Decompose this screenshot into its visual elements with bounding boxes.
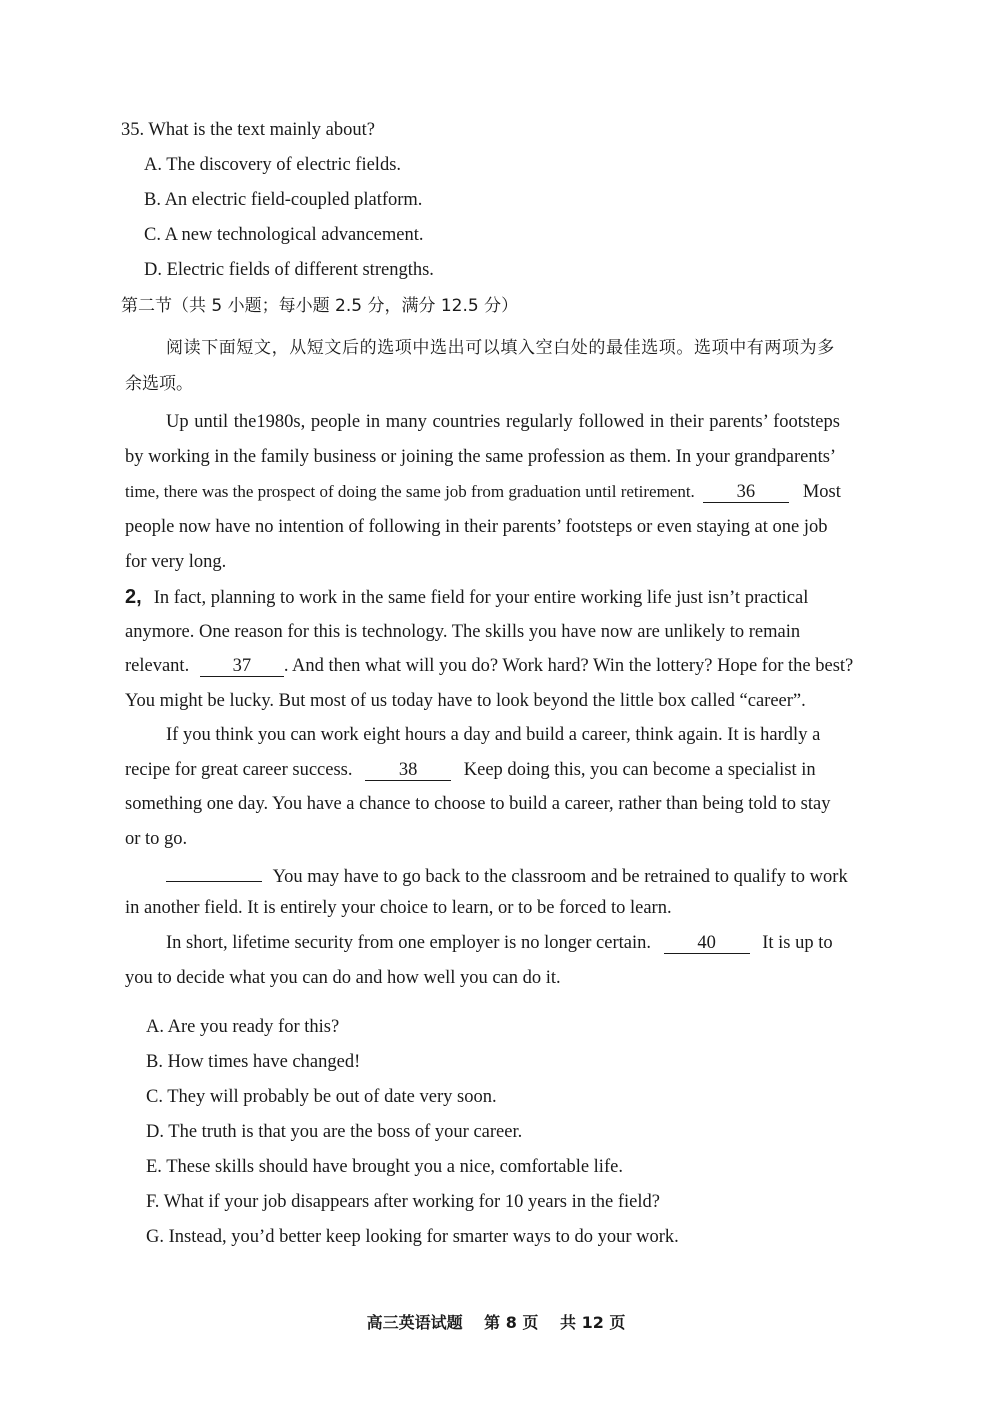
passage-p1-line-3 bbox=[125, 480, 920, 504]
passage-p4-line-1-text: You may have to go back to the classroom and be retrained to qualify to work bbox=[272, 867, 848, 887]
section-instruction-line-1: 阅读下面短文，从短文后的选项中选出可以填入空白处的最佳选项。选项中有两项为多 bbox=[166, 338, 835, 358]
footer-total-pages: 共 12 页 bbox=[560, 1313, 626, 1332]
blank-40: 40 bbox=[664, 933, 750, 954]
footer-page-number: 第 8 页 bbox=[484, 1313, 539, 1332]
passage-p2-line-1 bbox=[125, 585, 808, 610]
passage-p1-line-3-end: Most bbox=[802, 482, 841, 502]
passage-p2-line-1-text: In fact, planning to work in the same field for your entire working life just isn’t practical bbox=[153, 588, 809, 608]
passage-p4-line-1 bbox=[166, 861, 848, 889]
passage-p1-line-5: for very long. bbox=[125, 552, 227, 572]
question-35-option-b: B. An electric field-coupled platform. bbox=[144, 190, 423, 210]
passage-p1-line-1: Up until the1980s, people in many countries regularly followed in their parents’ footsteps bbox=[166, 412, 840, 432]
passage-p1-line-4: people now have no intention of following in their parents’ footsteps or even staying at one job bbox=[125, 517, 828, 537]
question-35-option-a: A. The discovery of electric fields. bbox=[144, 155, 402, 175]
question-35-option-c: C. A new technological advancement. bbox=[144, 225, 424, 245]
passage-p5-line-1 bbox=[166, 931, 833, 955]
passage-p2-line-3-end: . And then what will you do? Work hard? Win the lottery? Hope for the best? bbox=[283, 656, 854, 676]
question-35-option-d: D. Electric fields of different strengths. bbox=[144, 260, 434, 280]
choice-g: G. Instead, you’d better keep looking for smarter ways to do your work. bbox=[146, 1227, 679, 1247]
passage-p3-line-1: If you think you can work eight hours a day and build a career, think again. It is hardly a bbox=[166, 725, 821, 745]
section-heading: 第二节（共 5 小题；每小题 2.5 分，满分 12.5 分） bbox=[121, 296, 519, 316]
passage-p3-line-2 bbox=[125, 758, 816, 782]
passage-p5-line-1-start: In short, lifetime security from one employer is no longer certain. bbox=[166, 933, 651, 953]
passage-p2-line-3 bbox=[125, 654, 853, 678]
page-footer bbox=[0, 1310, 992, 1333]
choice-a: A. Are you ready for this? bbox=[146, 1017, 340, 1037]
blank-38: 38 bbox=[365, 760, 451, 781]
handwritten-mark: 2, bbox=[125, 586, 142, 608]
blank-39 bbox=[166, 861, 262, 882]
passage-p2-line-3-start: relevant. bbox=[125, 656, 190, 676]
passage-p2-line-2: anymore. One reason for this is technology. The skills you have now are unlikely to remain bbox=[125, 622, 801, 642]
passage-p3-line-2-end: Keep doing this, you can become a specialist in bbox=[463, 760, 816, 780]
question-35-stem: 35. What is the text mainly about? bbox=[121, 120, 375, 140]
choice-d: D. The truth is that you are the boss of your career. bbox=[146, 1122, 523, 1142]
passage-p1-line-3-text: time, there was the prospect of doing the same job from graduation until retirement. bbox=[125, 482, 695, 501]
passage-p2-line-4: You might be lucky. But most of us today have to look beyond the little box called “career”. bbox=[125, 691, 806, 711]
blank-37: 37 bbox=[200, 656, 284, 677]
choice-f: F. What if your job disappears after working for 10 years in the field? bbox=[146, 1192, 660, 1212]
passage-p5-line-1-end: It is up to bbox=[762, 933, 833, 953]
choice-b: B. How times have changed! bbox=[146, 1052, 361, 1072]
passage-p1-line-2: by working in the family business or joining the same profession as them. In your grandparents’ bbox=[125, 447, 837, 467]
passage-p5-line-2: you to decide what you can do and how well you can do it. bbox=[125, 968, 561, 988]
choice-c: C. They will probably be out of date very soon. bbox=[146, 1087, 497, 1107]
passage-p3-line-3: something one day. You have a chance to choose to build a career, rather than being told to stay bbox=[125, 794, 831, 814]
passage-p3-line-2-start: recipe for great career success. bbox=[125, 760, 353, 780]
footer-exam-title: 高三英语试题 bbox=[366, 1313, 463, 1332]
passage-p4-line-2: in another field. It is entirely your choice to learn, or to be forced to learn. bbox=[125, 898, 672, 918]
section-instruction-line-2: 余选项。 bbox=[125, 374, 193, 394]
blank-36: 36 bbox=[703, 482, 789, 503]
choice-e: E. These skills should have brought you a nice, comfortable life. bbox=[146, 1157, 623, 1177]
passage-p3-line-4: or to go. bbox=[125, 829, 188, 849]
